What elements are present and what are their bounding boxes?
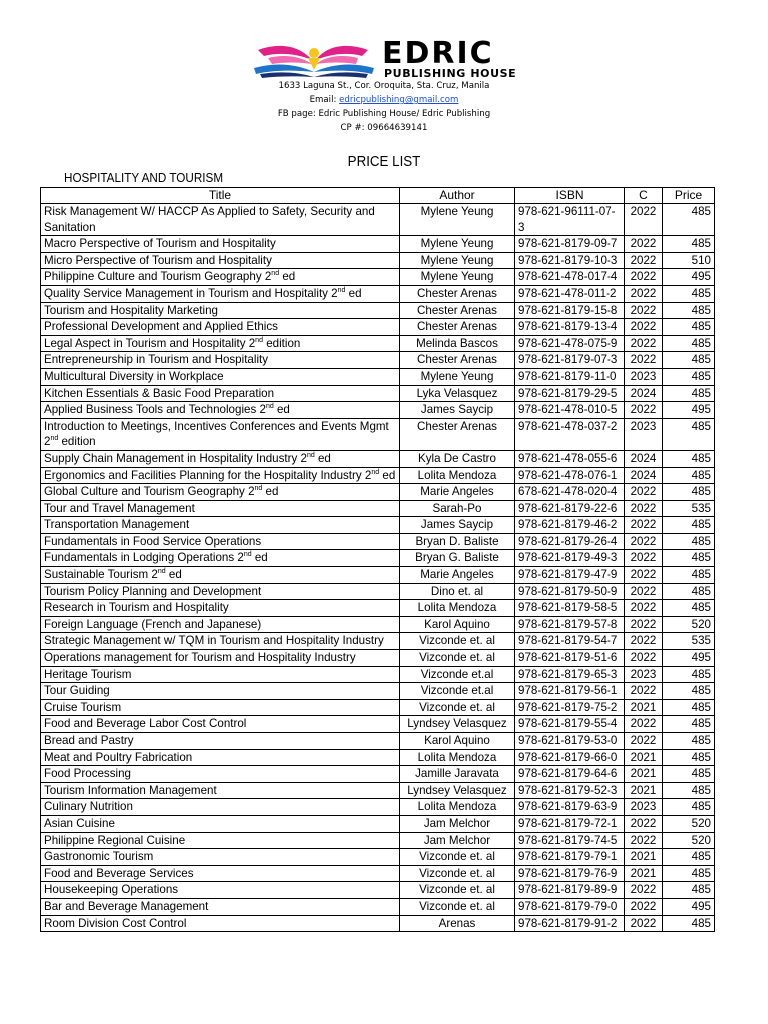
year-cell: 2022 bbox=[625, 550, 663, 567]
table-row bbox=[41, 865, 715, 882]
price-cell: 485 bbox=[663, 882, 715, 899]
book-title-cell: Cruise Tourism bbox=[41, 699, 400, 716]
book-title-cell: Strategic Management w/ TQM in Tourism and Hospitality Industry bbox=[41, 633, 400, 650]
year-cell: 2022 bbox=[625, 898, 663, 915]
isbn-cell: 978-621-8179-29-5 bbox=[515, 385, 625, 402]
isbn-cell: 978-621-8179-63-9 bbox=[515, 799, 625, 816]
author-cell: Bryan D. Baliste bbox=[400, 533, 515, 550]
section-title: HOSPITALITY AND TOURISM bbox=[64, 170, 224, 185]
year-cell: 2022 bbox=[625, 533, 663, 550]
price-cell: 485 bbox=[663, 749, 715, 766]
book-title-cell: Philippine Regional Cuisine bbox=[41, 832, 400, 849]
table-row bbox=[41, 517, 715, 534]
author-cell: Lolita Mendoza bbox=[400, 749, 515, 766]
book-title-cell: Meat and Poultry Fabrication bbox=[41, 749, 400, 766]
isbn-cell: 978-621-478-037-2 bbox=[515, 418, 625, 450]
isbn-cell: 978-621-8179-91-2 bbox=[515, 915, 625, 932]
price-cell: 485 bbox=[663, 335, 715, 352]
author-cell: Mylene Yeung bbox=[400, 368, 515, 385]
table-row bbox=[41, 600, 715, 617]
book-title-cell: Quality Service Management in Tourism and Hospitality 2nd ed bbox=[41, 285, 400, 302]
table-header-row bbox=[41, 188, 715, 204]
price-cell: 485 bbox=[663, 302, 715, 319]
year-cell: 2023 bbox=[625, 799, 663, 816]
author-cell: James Saycip bbox=[400, 402, 515, 419]
author-cell: Vizconde et. al bbox=[400, 882, 515, 899]
author-cell: Vizconde et. al bbox=[400, 650, 515, 667]
price-cell: 485 bbox=[663, 699, 715, 716]
book-title-cell: Food Processing bbox=[41, 766, 400, 783]
book-title-cell: Entrepreneurship in Tourism and Hospitality bbox=[41, 352, 400, 369]
author-cell: Vizconde et. al bbox=[400, 849, 515, 866]
price-cell: 520 bbox=[663, 832, 715, 849]
table-row bbox=[41, 733, 715, 750]
price-cell: 510 bbox=[663, 252, 715, 269]
table-row bbox=[41, 915, 715, 932]
price-cell: 485 bbox=[663, 517, 715, 534]
price-cell: 485 bbox=[663, 865, 715, 882]
table-row bbox=[41, 666, 715, 683]
author-cell: Sarah-Po bbox=[400, 500, 515, 517]
author-cell: Jamille Jaravata bbox=[400, 766, 515, 783]
isbn-cell: 978-621-478-011-2 bbox=[515, 285, 625, 302]
page-title: PRICE LIST bbox=[347, 154, 421, 170]
isbn-cell: 978-621-8179-56-1 bbox=[515, 683, 625, 700]
price-cell: 485 bbox=[663, 733, 715, 750]
book-title-cell: Macro Perspective of Tourism and Hospitality bbox=[41, 236, 400, 253]
brand-name: EDRIC bbox=[382, 36, 494, 71]
book-title-cell: Tour Guiding bbox=[41, 683, 400, 700]
isbn-cell: 978-621-8179-07-3 bbox=[515, 352, 625, 369]
year-cell: 2022 bbox=[625, 567, 663, 584]
author-cell: Mylene Yeung bbox=[400, 269, 515, 286]
isbn-cell: 978-621-478-055-6 bbox=[515, 450, 625, 467]
price-cell: 485 bbox=[663, 766, 715, 783]
author-cell: Vizconde et. al bbox=[400, 865, 515, 882]
year-cell: 2021 bbox=[625, 782, 663, 799]
book-title-cell: Culinary Nutrition bbox=[41, 799, 400, 816]
book-title-cell: Bread and Pastry bbox=[41, 733, 400, 750]
isbn-cell: 978-621-8179-54-7 bbox=[515, 633, 625, 650]
table-row bbox=[41, 319, 715, 336]
book-title-cell: Room Division Cost Control bbox=[41, 915, 400, 932]
author-cell: Marie Angeles bbox=[400, 567, 515, 584]
year-cell: 2022 bbox=[625, 402, 663, 419]
contact-address: 1633 Laguna St., Cor. Oroquita, Sta. Cruz, Manila bbox=[278, 81, 490, 91]
price-cell: 485 bbox=[663, 319, 715, 336]
table-row bbox=[41, 782, 715, 799]
author-cell: Jam Melchor bbox=[400, 815, 515, 832]
isbn-cell: 978-621-8179-79-0 bbox=[515, 898, 625, 915]
price-cell: 485 bbox=[663, 782, 715, 799]
price-cell: 485 bbox=[663, 236, 715, 253]
table-row bbox=[41, 467, 715, 484]
price-cell: 520 bbox=[663, 815, 715, 832]
author-cell: Mylene Yeung bbox=[400, 236, 515, 253]
table-row bbox=[41, 484, 715, 501]
isbn-cell: 978-621-8179-57-8 bbox=[515, 616, 625, 633]
year-cell: 2022 bbox=[625, 733, 663, 750]
author-cell: Chester Arenas bbox=[400, 418, 515, 450]
isbn-cell: 978-621-8179-50-9 bbox=[515, 583, 625, 600]
isbn-cell: 978-621-8179-51-6 bbox=[515, 650, 625, 667]
isbn-cell: 978-621-8179-65-3 bbox=[515, 666, 625, 683]
isbn-cell: 978-621-478-076-1 bbox=[515, 467, 625, 484]
table-row bbox=[41, 236, 715, 253]
isbn-cell: 978-621-8179-55-4 bbox=[515, 716, 625, 733]
book-title-cell: Global Culture and Tourism Geography 2nd ed bbox=[41, 484, 400, 501]
isbn-cell: 978-621-478-075-9 bbox=[515, 335, 625, 352]
price-cell: 485 bbox=[663, 849, 715, 866]
price-cell: 485 bbox=[663, 716, 715, 733]
price-cell: 495 bbox=[663, 650, 715, 667]
book-title-cell: Tour and Travel Management bbox=[41, 500, 400, 517]
column-header-author: Author bbox=[400, 188, 515, 204]
year-cell: 2022 bbox=[625, 915, 663, 932]
price-cell: 495 bbox=[663, 402, 715, 419]
book-title-cell: Multicultural Diversity in Workplace bbox=[41, 368, 400, 385]
author-cell: Chester Arenas bbox=[400, 302, 515, 319]
isbn-cell: 978-621-8179-74-5 bbox=[515, 832, 625, 849]
price-cell: 485 bbox=[663, 550, 715, 567]
isbn-cell: 978-621-8179-76-9 bbox=[515, 865, 625, 882]
book-title-cell: Kitchen Essentials & Basic Food Preparation bbox=[41, 385, 400, 402]
author-cell: Mylene Yeung bbox=[400, 252, 515, 269]
book-title-cell: Fundamentals in Lodging Operations 2nd ed bbox=[41, 550, 400, 567]
author-cell: Melinda Bascos bbox=[400, 335, 515, 352]
author-cell: Arenas bbox=[400, 915, 515, 932]
book-title-cell: Tourism Information Management bbox=[41, 782, 400, 799]
year-cell: 2021 bbox=[625, 766, 663, 783]
table-row bbox=[41, 633, 715, 650]
isbn-cell: 978-621-8179-72-1 bbox=[515, 815, 625, 832]
year-cell: 2024 bbox=[625, 467, 663, 484]
book-title-cell: Asian Cuisine bbox=[41, 815, 400, 832]
price-cell: 485 bbox=[663, 204, 715, 236]
price-cell: 495 bbox=[663, 898, 715, 915]
book-title-cell: Legal Aspect in Tourism and Hospitality 2nd edition bbox=[41, 335, 400, 352]
table-row bbox=[41, 832, 715, 849]
author-cell: Lyndsey Velasquez bbox=[400, 782, 515, 799]
table-row bbox=[41, 204, 715, 236]
table-row bbox=[41, 749, 715, 766]
book-title-cell: Introduction to Meetings, Incentives Conferences and Events Mgmt 2nd edition bbox=[41, 418, 400, 450]
author-cell: Chester Arenas bbox=[400, 285, 515, 302]
book-title-cell: Supply Chain Management in Hospitality Industry 2nd ed bbox=[41, 450, 400, 467]
year-cell: 2024 bbox=[625, 385, 663, 402]
author-cell: Lyndsey Velasquez bbox=[400, 716, 515, 733]
isbn-cell: 978-621-8179-22-6 bbox=[515, 500, 625, 517]
table-row bbox=[41, 799, 715, 816]
isbn-cell: 978-621-8179-46-2 bbox=[515, 517, 625, 534]
year-cell: 2022 bbox=[625, 204, 663, 236]
price-cell: 485 bbox=[663, 418, 715, 450]
table-row bbox=[41, 882, 715, 899]
book-title-cell: Professional Development and Applied Ethics bbox=[41, 319, 400, 336]
year-cell: 2022 bbox=[625, 683, 663, 700]
author-cell: Dino et. al bbox=[400, 583, 515, 600]
book-title-cell: Tourism and Hospitality Marketing bbox=[41, 302, 400, 319]
year-cell: 2022 bbox=[625, 484, 663, 501]
book-title-cell: Food and Beverage Labor Cost Control bbox=[41, 716, 400, 733]
book-title-cell: Housekeeping Operations bbox=[41, 882, 400, 899]
author-cell: Lolita Mendoza bbox=[400, 600, 515, 617]
author-cell: Lolita Mendoza bbox=[400, 799, 515, 816]
book-title-cell: Micro Perspective of Tourism and Hospitality bbox=[41, 252, 400, 269]
author-cell: Bryan G. Baliste bbox=[400, 550, 515, 567]
isbn-cell: 978-621-8179-10-3 bbox=[515, 252, 625, 269]
author-cell: Karol Aquino bbox=[400, 733, 515, 750]
table-row bbox=[41, 302, 715, 319]
year-cell: 2022 bbox=[625, 583, 663, 600]
price-cell: 485 bbox=[663, 600, 715, 617]
price-cell: 535 bbox=[663, 500, 715, 517]
isbn-cell: 978-621-8179-58-5 bbox=[515, 600, 625, 617]
table-row bbox=[41, 898, 715, 915]
table-row bbox=[41, 533, 715, 550]
price-cell: 485 bbox=[663, 385, 715, 402]
isbn-cell: 978-621-8179-11-0 bbox=[515, 368, 625, 385]
price-cell: 535 bbox=[663, 633, 715, 650]
price-cell: 485 bbox=[663, 352, 715, 369]
table-row bbox=[41, 335, 715, 352]
book-title-cell: Risk Management W/ HACCP As Applied to Safety, Security and Sanitation bbox=[41, 204, 400, 236]
isbn-cell: 978-621-8179-47-9 bbox=[515, 567, 625, 584]
publisher-logo bbox=[250, 36, 520, 82]
isbn-cell: 978-621-8179-09-7 bbox=[515, 236, 625, 253]
column-header-c: C bbox=[625, 188, 663, 204]
price-cell: 485 bbox=[663, 450, 715, 467]
book-title-cell: Ergonomics and Facilities Planning for the Hospitality Industry 2nd ed bbox=[41, 467, 400, 484]
author-cell: Karol Aquino bbox=[400, 616, 515, 633]
table-row bbox=[41, 699, 715, 716]
year-cell: 2021 bbox=[625, 849, 663, 866]
table-row bbox=[41, 567, 715, 584]
table-row bbox=[41, 766, 715, 783]
table-row bbox=[41, 252, 715, 269]
author-cell: Vizconde et.al bbox=[400, 666, 515, 683]
isbn-cell: 978-621-478-017-4 bbox=[515, 269, 625, 286]
year-cell: 2023 bbox=[625, 368, 663, 385]
isbn-cell: 978-621-8179-75-2 bbox=[515, 699, 625, 716]
isbn-cell: 978-621-8179-53-0 bbox=[515, 733, 625, 750]
author-cell: Lyka Velasquez bbox=[400, 385, 515, 402]
book-title-cell: Sustainable Tourism 2nd ed bbox=[41, 567, 400, 584]
isbn-cell: 678-621-478-020-4 bbox=[515, 484, 625, 501]
book-title-cell: Heritage Tourism bbox=[41, 666, 400, 683]
author-cell: Lolita Mendoza bbox=[400, 467, 515, 484]
table-row bbox=[41, 285, 715, 302]
year-cell: 2022 bbox=[625, 832, 663, 849]
price-cell: 485 bbox=[663, 583, 715, 600]
book-title-cell: Applied Business Tools and Technologies 2nd ed bbox=[41, 402, 400, 419]
table-row bbox=[41, 269, 715, 286]
year-cell: 2022 bbox=[625, 600, 663, 617]
book-title-cell: Food and Beverage Services bbox=[41, 865, 400, 882]
author-cell: Mylene Yeung bbox=[400, 204, 515, 236]
isbn-cell: 978-621-8179-26-4 bbox=[515, 533, 625, 550]
table-row bbox=[41, 616, 715, 633]
author-cell: Vizconde et.al bbox=[400, 683, 515, 700]
author-cell: Vizconde et. al bbox=[400, 633, 515, 650]
year-cell: 2022 bbox=[625, 252, 663, 269]
author-cell: Jam Melchor bbox=[400, 832, 515, 849]
contact-fb-page: FB page: Edric Publishing House/ Edric Publishing bbox=[277, 109, 491, 119]
price-table bbox=[40, 187, 715, 932]
table-row bbox=[41, 368, 715, 385]
price-cell: 485 bbox=[663, 666, 715, 683]
price-cell: 485 bbox=[663, 533, 715, 550]
author-cell: Vizconde et. al bbox=[400, 699, 515, 716]
isbn-cell: 978-621-8179-64-6 bbox=[515, 766, 625, 783]
column-header-title: Title bbox=[41, 188, 400, 204]
table-row bbox=[41, 550, 715, 567]
isbn-cell: 978-621-96111-07-3 bbox=[515, 204, 625, 236]
year-cell: 2022 bbox=[625, 517, 663, 534]
table-row bbox=[41, 450, 715, 467]
author-cell: James Saycip bbox=[400, 517, 515, 534]
year-cell: 2022 bbox=[625, 716, 663, 733]
price-cell: 485 bbox=[663, 484, 715, 501]
book-title-cell: Tourism Policy Planning and Development bbox=[41, 583, 400, 600]
author-cell: Vizconde et. al bbox=[400, 898, 515, 915]
year-cell: 2022 bbox=[625, 882, 663, 899]
year-cell: 2022 bbox=[625, 633, 663, 650]
email-link[interactable]: edricpublishing@gmail.com bbox=[339, 95, 459, 105]
book-title-cell: Philippine Culture and Tourism Geography 2nd ed bbox=[41, 269, 400, 286]
isbn-cell: 978-621-8179-13-4 bbox=[515, 319, 625, 336]
contact-email-line bbox=[0, 93, 768, 108]
year-cell: 2022 bbox=[625, 650, 663, 667]
year-cell: 2022 bbox=[625, 616, 663, 633]
author-cell: Chester Arenas bbox=[400, 319, 515, 336]
table-row bbox=[41, 849, 715, 866]
author-cell: Kyla De Castro bbox=[400, 450, 515, 467]
year-cell: 2021 bbox=[625, 699, 663, 716]
year-cell: 2021 bbox=[625, 749, 663, 766]
isbn-cell: 978-621-8179-66-0 bbox=[515, 749, 625, 766]
book-wings-logo-icon bbox=[250, 40, 385, 82]
book-title-cell: Bar and Beverage Management bbox=[41, 898, 400, 915]
book-title-cell: Operations management for Tourism and Hospitality Industry bbox=[41, 650, 400, 667]
price-cell: 495 bbox=[663, 269, 715, 286]
table-row bbox=[41, 815, 715, 832]
isbn-cell: 978-621-8179-79-1 bbox=[515, 849, 625, 866]
email-label: Email: bbox=[309, 95, 340, 105]
column-header-isbn: ISBN bbox=[515, 188, 625, 204]
isbn-cell: 978-621-8179-52-3 bbox=[515, 782, 625, 799]
isbn-cell: 978-621-8179-49-3 bbox=[515, 550, 625, 567]
year-cell: 2023 bbox=[625, 666, 663, 683]
year-cell: 2022 bbox=[625, 236, 663, 253]
year-cell: 2022 bbox=[625, 352, 663, 369]
year-cell: 2023 bbox=[625, 418, 663, 450]
book-title-cell: Fundamentals in Food Service Operations bbox=[41, 533, 400, 550]
table-row bbox=[41, 402, 715, 419]
year-cell: 2022 bbox=[625, 302, 663, 319]
price-cell: 485 bbox=[663, 467, 715, 484]
table-row bbox=[41, 683, 715, 700]
price-cell: 485 bbox=[663, 368, 715, 385]
year-cell: 2022 bbox=[625, 269, 663, 286]
contact-phone: CP #: 09664639141 bbox=[340, 123, 428, 133]
isbn-cell: 978-621-478-010-5 bbox=[515, 402, 625, 419]
book-title-cell: Transportation Management bbox=[41, 517, 400, 534]
year-cell: 2024 bbox=[625, 450, 663, 467]
year-cell: 2022 bbox=[625, 815, 663, 832]
author-cell: Marie Angeles bbox=[400, 484, 515, 501]
table-row bbox=[41, 385, 715, 402]
book-title-cell: Gastronomic Tourism bbox=[41, 849, 400, 866]
author-cell: Chester Arenas bbox=[400, 352, 515, 369]
price-cell: 485 bbox=[663, 683, 715, 700]
price-cell: 485 bbox=[663, 567, 715, 584]
isbn-cell: 978-621-8179-89-9 bbox=[515, 882, 625, 899]
book-title-cell: Foreign Language (French and Japanese) bbox=[41, 616, 400, 633]
table-row bbox=[41, 500, 715, 517]
table-row bbox=[41, 650, 715, 667]
year-cell: 2021 bbox=[625, 865, 663, 882]
table-row bbox=[41, 583, 715, 600]
book-title-cell: Research in Tourism and Hospitality bbox=[41, 600, 400, 617]
year-cell: 2022 bbox=[625, 319, 663, 336]
price-cell: 520 bbox=[663, 616, 715, 633]
year-cell: 2022 bbox=[625, 285, 663, 302]
table-row bbox=[41, 418, 715, 450]
column-header-price: Price bbox=[663, 188, 715, 204]
price-cell: 485 bbox=[663, 799, 715, 816]
price-cell: 485 bbox=[663, 285, 715, 302]
year-cell: 2022 bbox=[625, 335, 663, 352]
table-row bbox=[41, 352, 715, 369]
year-cell: 2022 bbox=[625, 500, 663, 517]
isbn-cell: 978-621-8179-15-8 bbox=[515, 302, 625, 319]
table-row bbox=[41, 716, 715, 733]
brand-subtitle: PUBLISHING HOUSE bbox=[384, 67, 517, 80]
price-cell: 485 bbox=[663, 915, 715, 932]
